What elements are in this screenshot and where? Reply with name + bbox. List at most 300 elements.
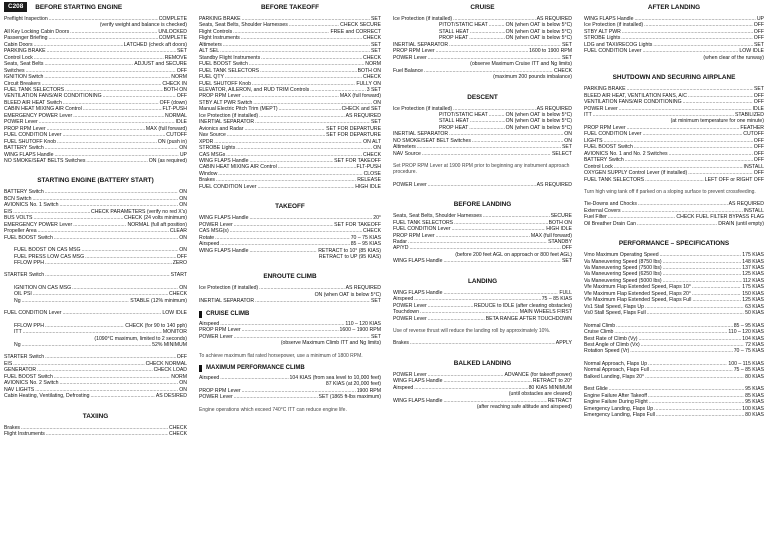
checklist-item-action: AS REQUIRED (728, 201, 764, 208)
checklist-item-action: 110 – 120 KIAS (728, 329, 764, 336)
checklist-item-label: FUEL SHUTOFF Knob (4, 138, 56, 145)
page-header (4, 2, 187, 12)
checklist-item-label: IGNITION Switch (4, 74, 44, 81)
checklist-item-label: FUEL CONDITION Lever (199, 183, 257, 190)
checklist-item-action: 175 KIAS (742, 252, 764, 259)
checklist-item-action: ON (373, 145, 381, 152)
checklist-item-label: Ice Protection (if installed) (199, 112, 259, 119)
checklist-item-action: SECURE (550, 213, 572, 220)
checklist-item-action: LEFT OFF or RIGHT OFF (704, 176, 764, 183)
leader-dots (22, 342, 152, 348)
checklist-item-action: ON ALT (363, 138, 381, 145)
checklist-item-action: REMOVE (164, 54, 187, 61)
leader-dots (422, 151, 551, 157)
checklist-item-label: NO SMOKE/SEAT BELT Switches (393, 137, 471, 144)
checklist-item-action: 100 – 115 KIAS (728, 360, 764, 367)
checklist-item (584, 310, 764, 316)
section-title-before-starting-engine: BEFORE STARTING ENGINE (35, 3, 123, 11)
performance-emergency-list (584, 386, 764, 418)
checklist-item-action: DRAIN (until empty) (718, 220, 764, 227)
checklist-item-label: INERTIAL SEPARATOR (199, 119, 255, 126)
checklist-item-action: UP (756, 16, 764, 22)
checklist-item-action: 104 KIAS (from sea level to 10,000 feet) (289, 374, 381, 381)
checklist-item-label: Airspeed (393, 296, 414, 303)
checklist-item-label: Brakes (4, 424, 20, 431)
checklist-item-label: WING FLAPS Handle (393, 289, 443, 296)
checklist-item-action: ON (179, 247, 187, 254)
checklist-item-label: Ice Protection (if installed) (393, 105, 453, 112)
checklist-item-action: 1600 to 1900 RPM (529, 48, 572, 55)
checklist-item-action: 3 SET (366, 86, 381, 93)
checklist-item-label: BCN Switch (4, 195, 32, 202)
checklist-item-label: BLEED AIR HEAT, VENTILATION FANS, A/C (584, 92, 687, 99)
checklist-item-action: BOTH ON (163, 86, 187, 93)
checklist-item-label: Radar (393, 239, 408, 246)
checklist-item-label: Cabin Heating, Ventilating, Defrosting (4, 393, 90, 400)
checklist-item-action: SET (371, 333, 381, 340)
checklist-item-action: 95 KIAS (745, 386, 764, 393)
checklist-item-action: CHECK and SET (341, 106, 381, 113)
checklist-item-label: POWER Lever (393, 315, 427, 322)
checklist-item-label: Airspeed (199, 241, 220, 248)
checklist-item-action: ON (373, 99, 381, 106)
checklist-item-label: FUEL TANK SELECTORS (199, 67, 260, 74)
checklist-item-action: ADJUST and SECURE (134, 61, 187, 68)
checklist-item-action: 137 KIAS (742, 264, 764, 271)
checklist-item-label: PROP RPM Lever (393, 48, 435, 55)
checklist-item-action: FEATHER (740, 124, 764, 131)
checklist-item-action: NORM (171, 74, 187, 81)
performance-speeds-list (584, 252, 764, 317)
checklist-item-action: AS REQUIRED (345, 285, 381, 292)
checklist-item-action: SET (371, 16, 381, 22)
checklist-item-action: CHECK (for 90 to 140 pph) (125, 322, 187, 329)
checklist-item-label: STBY ALT PWR Switch (199, 99, 253, 106)
checklist-item-action: OFF (176, 67, 187, 74)
checklist-item-label: Tie-Downs and Chocks (584, 201, 637, 208)
checklist-item-action: ON (when OAT is below 5°C) (505, 118, 572, 125)
checklist-item-label: INERTIAL SEPARATOR (393, 41, 449, 48)
checklist-item-label: FFLOW PPH (14, 322, 44, 329)
checklist-item-action: OFF (753, 35, 764, 42)
checklist-item-label: POWER Lever (393, 371, 427, 378)
checklist-item-label: XPDR (199, 138, 214, 145)
leader-dots (645, 177, 704, 183)
checklist-item-label: Ice Protection (if installed) (199, 285, 259, 292)
checklist-item-action: SET (371, 298, 381, 305)
checklist-item-action: ON (179, 380, 187, 387)
checklist-note-text: (until obstacles are cleared) (508, 391, 572, 398)
checklist-note-text: (before 200 feet AGL on approach or 800 feet AGL) (455, 251, 572, 258)
fuel-boost-checks (4, 247, 187, 266)
descent-power-lever-row (393, 182, 572, 188)
checklist-item-label: GENERATOR (4, 367, 37, 374)
checklist-item-action: CUTOFF (166, 132, 187, 139)
checklist-item-label: Va Maneuvering Speed (7500 lbs) (584, 264, 662, 271)
checklist-item-action: SET (562, 54, 572, 61)
checklist-item-action: 85 KIAS (745, 392, 764, 399)
checklist-item-action: CHECK (24 volts minimum) (124, 215, 187, 222)
checklist-item-action: STANDBY (548, 239, 572, 246)
leader-dots (428, 316, 485, 322)
checklist-item-label: FUEL CONDITION Lever (584, 131, 642, 138)
checklist-item-label: PROP RPM Lever (199, 387, 241, 394)
checklist-item-label: OIL PSI (14, 291, 32, 298)
leader-dots (46, 431, 168, 437)
checklist-item-action: 70 – 75 KIAS (733, 348, 764, 355)
checklist-item-action: UNLOCKED (158, 28, 187, 35)
checklist-item-action: SET (1865 ft-lbs maximum) (318, 394, 381, 401)
checklist-item-label: WING FLAPS Handle (584, 16, 634, 22)
checklist-item-label: AVIONICS No. 1 and No. 2 Switches (584, 150, 668, 157)
checklist-item-action: AS REQUIRED (536, 181, 572, 188)
checklist-item-label: STALL HEAT (439, 118, 469, 125)
checklist-item-label: STARTER Switch (4, 354, 45, 361)
shutdown-list (584, 86, 764, 183)
checklist-item-label: WING FLAPS Handle (199, 157, 249, 164)
checklist-item-action: CHECK (169, 291, 187, 298)
checklist-item-action: ADVANCE (for takeoff power) (504, 371, 572, 378)
checklist-item-label: Va Maneuvering Speed (6250 lbs) (584, 271, 662, 278)
checklist-item-label: EIS (4, 208, 13, 215)
checklist-item-action: SET FOR TAKEOFF (334, 221, 381, 228)
checklist-item-action: CHECK (363, 74, 381, 81)
before-landing-list (393, 213, 572, 265)
checklist-item-label: Manual Electric Pitch Trim (MEPT) (199, 106, 278, 113)
checklist-item-action: OFF (753, 22, 764, 29)
column-3 (393, 0, 572, 411)
checklist-item-label: Fuel Balance (393, 67, 424, 74)
checklist-item-action: AS REQUIRED (345, 112, 381, 119)
checklist-item-action: ON (179, 195, 187, 202)
checklist-item-action: IDLE (752, 105, 764, 112)
leader-dots (54, 235, 178, 241)
checklist-item-label: Altimeters (199, 41, 222, 48)
checklist-item-action: ON (179, 145, 187, 152)
section-title-starting-engine: STARTING ENGINE (BATTERY START) (37, 177, 154, 185)
checklist-item-label: Vfe Maximum Flap Extended Speed, Flaps Full (584, 297, 692, 304)
checklist-item-action: ON (564, 137, 572, 144)
column-2 (199, 0, 381, 413)
checklist-item-label: ITT (14, 329, 22, 336)
section-title-taxiing: TAXIING (82, 412, 109, 420)
checklist-item-label: STROBE Lights (584, 35, 621, 42)
section-title-before-landing: BEFORE LANDING (453, 201, 512, 209)
checklist-item-action: 70 – 75 KIAS (350, 234, 381, 241)
checklist-item-action: LOW IDLE (162, 310, 187, 317)
checklist-item-action: CHECK (169, 424, 187, 431)
checklist-item-action: SELECT (552, 150, 572, 157)
checklist-item-label: Va Maneuvering Speed (5000 lbs) (584, 277, 662, 284)
after-landing-list (584, 16, 764, 61)
checklist-item-action: ZERO (172, 259, 187, 266)
checklist-item-label: FUEL BOOST Switch (4, 234, 53, 241)
checklist-item-label: Cruise Climb (584, 329, 614, 336)
checklist-item-label: Nav Source (199, 132, 226, 139)
checklist-item-label: STALL HEAT (439, 28, 469, 35)
checklist-item-label: Vfe Maximum Flap Extended Speed, Flaps 20° (584, 290, 691, 297)
leader-dots (410, 340, 555, 346)
checklist-item-action: OFF (753, 99, 764, 106)
checklist-note-line (393, 404, 572, 410)
checklist-item-label: Flight Controls (199, 28, 233, 35)
checklist-note-line (584, 55, 764, 61)
checklist-item-label: FUEL BOOST Switch (4, 373, 53, 380)
checklist-item-action: CHECK FUEL FILTER BYPASS FLAG (676, 214, 764, 221)
checklist-item-label: FUEL BOOST Switch (199, 61, 248, 68)
checklist-item-action: START (170, 272, 187, 279)
checklist-item-label: Altimeters (393, 144, 416, 151)
checklist-item-label: LDG and TAXI/RECOG Lights (584, 41, 653, 48)
checklist-note-line (393, 74, 572, 80)
checklist-item-action: 52% MINIMUM (152, 342, 187, 349)
checklist-item-label: PROP RPM Lever (199, 327, 241, 334)
checklist-item-action: CHECK (363, 35, 381, 42)
taxiing-list (4, 425, 187, 438)
checklist-item-action: OFF (753, 170, 764, 177)
checklist-item-label: OXYGEN SUPPLY Control Lever (if installed) (584, 170, 688, 177)
checklist-item-action: ON (179, 386, 187, 393)
checklist-item-action: OFF (753, 150, 764, 157)
leader-dots (656, 412, 744, 418)
checklist-note-text: (observe Maximum Cruise ITT and Ng limits) (470, 61, 572, 68)
checklist-item-action: CHECK IN (162, 80, 187, 87)
checklist-item-action: CHECK NORMAL (145, 360, 187, 367)
section-title-takeoff: TAKEOFF (275, 203, 305, 211)
checklist-item-label: Vmo Maximum Operating Speed (584, 252, 659, 259)
checklist-item-label: PITOT/STATIC HEAT (439, 111, 488, 118)
checklist-item-action: CLOSE (363, 170, 381, 177)
checklist-item-action: NORM (171, 373, 187, 380)
checklist-item (584, 221, 764, 227)
checklist-item-action: OFF (down) (159, 99, 187, 106)
checklist-item-label: STARTER Switch (4, 272, 45, 279)
starting-engine-list (4, 189, 187, 241)
checklist-item-label: PROP RPM Lever (199, 93, 241, 100)
checklist-item-action: AS DESIRED (155, 393, 187, 400)
checklist-item-label: Touchdown (393, 309, 420, 316)
checklist-item-label: PITOT/STATIC HEAT (439, 22, 488, 29)
checklist-item-label: Rotation Speed (Vr) (584, 348, 630, 355)
checklist-item-action: RELEASE (357, 177, 381, 184)
checklist-item-label: Control Lock (584, 163, 613, 170)
checklist-item (4, 235, 187, 241)
checklist-item-label: FUEL SHUTOFF Knob (199, 80, 251, 87)
checklist-item-label: Engine Failure During Flight (584, 399, 648, 406)
checklist-item-action: RETRACT (547, 397, 572, 404)
checklist-item-label: Airspeed (393, 384, 414, 391)
checklist-note-text: (observe Maximum Climb ITT and Ng limits) (280, 340, 381, 347)
checklist-item (393, 258, 572, 264)
checklist-item-label: Ice Protection (if installed) (584, 22, 644, 29)
checklist-item-action: ON (179, 202, 187, 209)
checklist-item-action: APPLY (555, 340, 572, 347)
checklist-item (4, 393, 187, 399)
checklist-item (393, 340, 572, 346)
checklist-item-label: WING FLAPS Handle (4, 151, 54, 158)
checklist-note-text: RETRACT to UP (95 KIAS) (318, 253, 381, 260)
descent-note: Set PROP RPM Lever at 1900 RPM prior to beginning any instrument approach procedure. (393, 163, 570, 176)
section-title-after-landing: AFTER LANDING (647, 4, 701, 11)
checklist-item-label: ITT (584, 111, 592, 118)
checklist-item (393, 151, 572, 157)
checklist-item-action: CHECK (363, 54, 381, 61)
ignition-checks (4, 285, 187, 304)
checklist-item-label: Propeller Area (4, 228, 37, 235)
checklist-item-action: ON (when OAT is below 5°C) (505, 35, 572, 42)
checklist-item-label: Engine Failure After Takeoff (584, 392, 647, 399)
section-title-descent: DESCENT (467, 93, 498, 101)
checklist-item-action: BETA RANGE AFTER TOUCHDOWN (485, 315, 572, 322)
leader-dots (428, 182, 536, 188)
checklist-item-label: Control Lock (4, 54, 33, 61)
checklist-item-label: BLEED AIR HEAT Switch (4, 99, 62, 106)
checklist-item-label: Airspeed (199, 320, 220, 327)
before-takeoff-list (199, 16, 381, 190)
checklist-item-label: EMERGENCY POWER Lever (4, 221, 73, 228)
checklist-item-action: ON (564, 131, 572, 138)
checklist-item (4, 310, 187, 316)
checklist-item-action: HIGH IDLE (355, 183, 381, 190)
checklist-item-label: Vs0 Stall Speed, Flaps Full (584, 310, 646, 317)
brakes-row (393, 340, 572, 346)
checklist-item-label: STBY ALT PWR (584, 28, 621, 35)
checklist-item-action: SET (177, 48, 187, 55)
checklist-item (14, 260, 187, 266)
checklist-item-label: FUEL CONDITION Lever (584, 48, 642, 55)
checklist-item-label: Window (199, 170, 218, 177)
checklist-item (199, 394, 381, 400)
performance-climb-list (584, 323, 764, 355)
checklist-item-label: Rotate (199, 234, 215, 241)
checklist-note-text: (verify weight and balance is checked) (99, 22, 187, 29)
checklist-item-action: 75 – 85 KIAS (541, 296, 572, 303)
checklist-item-label: POWER Lever (199, 394, 233, 401)
checklist-item-action: SET FOR DEPARTURE (326, 125, 381, 132)
descent-list (393, 106, 572, 158)
checklist-item-action: 148 KIAS (742, 258, 764, 265)
checklist-item-action: BOTH ON (548, 219, 572, 226)
checklist-item (393, 182, 572, 188)
checklist-item-label: ALT SEL (199, 48, 220, 55)
checklist-item-action: CUTOFF (743, 131, 764, 138)
checklist-item (584, 348, 764, 354)
checklist-item-label: Vfe Maximum Flap Extended Speed, Flaps 10° (584, 284, 691, 291)
checklist-item-action: CHECK (363, 228, 381, 235)
checklist-item-label: PARKING BRAKE (199, 16, 241, 22)
checklist-item-label: FUEL PRESS LOW CAS MSG (14, 253, 85, 260)
checklist-item-label: Circuit Breakers (4, 80, 41, 87)
checklist-item-label: PROP RPM Lever (4, 125, 46, 132)
checklist-item-action: FLT-PUSH (162, 106, 187, 113)
checklist-item-action: 63 KIAS (745, 303, 764, 310)
checklist-item-label: WING FLAPS Handle (199, 247, 249, 254)
checklist-item-action: 110 – 120 KIAS (345, 320, 381, 327)
checklist-item (4, 158, 187, 164)
checklist-item-action: 1600 – 1900 RPM (339, 327, 381, 334)
checklist-item-label: LIGHTS (584, 137, 603, 144)
checklist-item-label: INERTIAL SEPARATOR (393, 131, 449, 138)
checklist-item-action: UP (179, 151, 187, 158)
leader-dots (645, 374, 744, 380)
section-title-balked-landing: BALKED LANDING (453, 359, 512, 367)
checklist-item-label: Balked Landing, Flaps 20° (584, 373, 645, 380)
leader-dots (90, 393, 154, 399)
checklist-item-action: 80 KIAS (745, 373, 764, 380)
leader-dots (258, 184, 355, 190)
checklist-item-action: OFF (753, 92, 764, 99)
checklist-item-action: SET (754, 41, 764, 48)
checklist-item (584, 177, 764, 183)
checklist-item-action: LATCHED (check aft doors) (123, 41, 187, 48)
checklist-item-action: MAX (full forward) (339, 93, 381, 100)
checklist-item (14, 342, 187, 348)
checklist-item-action: OFF (561, 245, 572, 252)
checklist-note-line (199, 254, 381, 260)
checklist-item-label: CABIN HEAT MIXING AIR Control (4, 106, 82, 113)
checklist-item-label: WING FLAPS Handle (393, 397, 443, 404)
checklist-item-action: RETRACT to 20° (532, 378, 572, 385)
checklist-item-label: FFLOW PPH (14, 259, 44, 266)
checklist-item-action: FLT-PUSH (356, 164, 381, 171)
section-title-performance: PERFORMANCE – SPECIFICATIONS (618, 240, 730, 248)
checklist-item-action: CHECK LOAD (153, 367, 187, 374)
subsection-title-cruise-climb: CRUISE CLIMB (199, 311, 381, 318)
checklist-item-label: AP/YD (393, 245, 409, 252)
checklist-item-label: Vs1 Stall Speed, Flaps Up (584, 303, 645, 310)
checklist-item-action: COMPLETE (158, 35, 187, 42)
checklist-item-label: ELEVATOR, AILERON, and RUD TRIM Controls (199, 86, 310, 93)
checklist-item-label: Avionics and Radar (199, 125, 244, 132)
checklist-item-action: HIGH IDLE (546, 226, 572, 233)
checklist-item-label: Fuel Filter (584, 214, 607, 221)
leader-dots (45, 260, 172, 266)
performance-approach-list (584, 361, 764, 380)
checklist-note-text: (1090°C maximum, limited to 2 seconds) (94, 335, 187, 342)
checklist-item-label: BATTERY Switch (4, 145, 44, 152)
checklist-item-label: PARKING BRAKE (4, 48, 46, 55)
checklist-item-label: Ng (14, 297, 21, 304)
leader-dots (630, 348, 732, 354)
checklist-item-action: CHECK SECURE (340, 22, 381, 29)
checklist-item-action: INSTALL (743, 163, 764, 170)
subsection-title-max-climb: MAXIMUM PERFORMANCE CLIMB (199, 365, 381, 372)
checklist-item-label: CAS MSGs (199, 151, 226, 158)
checklist-item-label: Passenger Briefing (4, 35, 48, 42)
checklist-item-label: FUEL CONDITION Lever (4, 310, 62, 317)
checklist-item-action: SET (754, 86, 764, 93)
checklist-item-action: 80 KIAS MINIMUM (528, 384, 572, 391)
checklist-item-label: NAV LIGHTS (4, 386, 35, 393)
checklist-item (4, 272, 187, 278)
checklist-item-label: Best Rate of Climb (Vy) (584, 335, 638, 342)
checklist-item-action: SET (371, 41, 381, 48)
checklist-item-label: External Covers (584, 207, 621, 214)
enroute-climb-list (199, 285, 381, 304)
section-title-enroute-climb: ENROUTE CLIMB (263, 273, 317, 281)
section-title-before-takeoff: BEFORE TAKEOFF (260, 4, 320, 11)
checklist-item-action: OFF (753, 137, 764, 144)
checklist-item-label: VENTILATION FANS/AIR CONDITIONING (4, 93, 102, 100)
landing-list (393, 290, 572, 322)
checklist-item-label: All Key Locking Cabin Doors (4, 28, 70, 35)
checklist-item-label: PROP HEAT (439, 35, 469, 42)
checklist-item (199, 298, 381, 304)
checklist-item-action: 85 – 95 KIAS (733, 322, 764, 329)
checklist-item-action: SET (562, 144, 572, 151)
leader-dots (63, 310, 162, 316)
checklist-item-action: AS REQUIRED (536, 105, 572, 112)
